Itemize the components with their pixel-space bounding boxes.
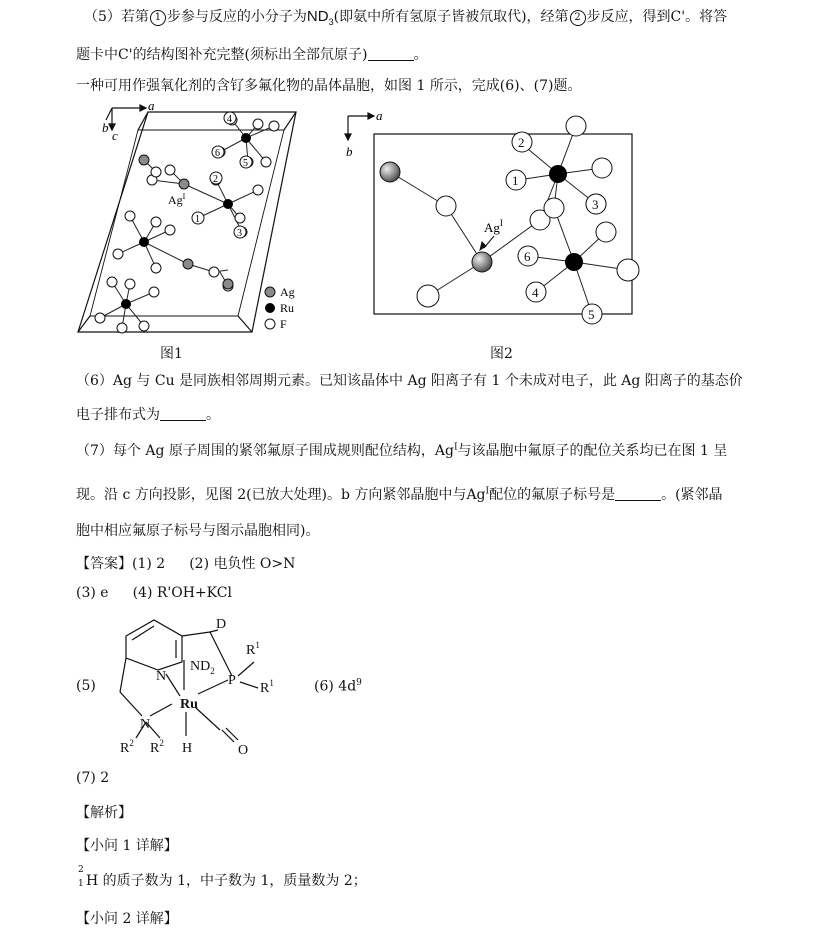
q6-line1: （6）Ag 与 Cu 是同族相邻周期元素。已知该晶体中 Ag 阳离子有 1 个未成对电子，此 Ag 阳离子的基态价 [76, 373, 743, 389]
fig1-f-atoms [95, 115, 279, 333]
circled-step-2: 2 [570, 10, 586, 26]
fig1-axis-a: a [148, 98, 155, 113]
svg-text:R1: $R^1$ [246, 640, 260, 658]
fig1-bonds [100, 120, 274, 328]
figure-2-caption: 图2 [490, 346, 513, 362]
fig2-axis-b: b [346, 144, 353, 159]
q6-line2: 电子排布式为 。 [76, 407, 220, 423]
svg-text:R1: $R^1$ [260, 678, 274, 696]
figure-2-projection [340, 104, 640, 336]
fig2-cell-boundary [374, 134, 632, 314]
figure-1-caption: 图1 [160, 346, 183, 362]
svg-text:1: 1 [195, 214, 200, 225]
fig2-label-2: 2 [518, 135, 525, 150]
fig2-axis-a: a [376, 108, 383, 123]
fig2-number-labels [506, 132, 606, 324]
fig2-label-1: 1 [512, 173, 519, 188]
struct-D: D [216, 617, 227, 632]
struct-Ru: Ru [180, 697, 198, 712]
fig2-label-6: 6 [524, 249, 531, 264]
fig2-ag-label: $Ag^I$ [484, 218, 503, 235]
q5-line2: 题卡中C'的结构图补充完整(须标出全部氘原子) 。 [76, 47, 428, 63]
answer-head: 【答案】 [76, 556, 132, 572]
svg-text:R2: $R^2$ [120, 738, 134, 756]
q7-line2: 现。沿 c 方向投影，见图 2(已放大处理)。b 方向紧邻晶胞中与$Ag^I$配位的氟原子标号是 。(紧邻晶 [76, 486, 723, 503]
struct-N-ring: N [156, 669, 167, 684]
fig1-legend [265, 285, 295, 331]
intro-text: 一种可用作强氧化剂的含钌多氟化物的晶体晶胞，如图 1 所示，完成(6)、(7)题。 [76, 78, 582, 94]
answer-7: (7) 2 [76, 770, 110, 786]
svg-text:3: 3 [237, 228, 242, 239]
fig2-label-3: 3 [592, 197, 599, 212]
struct-H: H [182, 741, 193, 756]
struct-P: P [228, 673, 236, 688]
analysis-sub2: 【小问 2 详解】 [76, 911, 178, 927]
svg-text:R2: $R^2$ [150, 738, 164, 756]
fig1-cell-edges [78, 112, 296, 332]
figure-1-unit-cell [76, 96, 336, 344]
analysis-head: 【解析】 [76, 805, 132, 821]
svg-text:F: F [280, 317, 287, 331]
analysis-h-line: 2 1 H 的质子数为 1，中子数为 1，质量数为 2； [78, 865, 367, 889]
answer-blank-6 [160, 408, 206, 421]
svg-text:6: 6 [215, 148, 220, 159]
fig2-ag-atoms [380, 162, 492, 272]
answer-6: (6) $4d^9$ [314, 678, 362, 695]
q5-line1: （5）若第 1 步参与反应的小分子为$ND_3$(即氨中所有氢原子皆被氘取代)，经第 2 步反应，得到C'。将答 [84, 8, 728, 27]
answer-5-label: (5) [76, 678, 96, 694]
svg-text:5: 5 [243, 158, 248, 169]
answer-line-2: (3) e (4) R'OH+KCl [76, 585, 232, 601]
fig1-axis-b: b [102, 120, 109, 135]
fig2-label-5: 5 [588, 307, 595, 322]
fig1-ag-label: $Ag^I$ [168, 192, 186, 207]
fig1-axis-c: c [112, 128, 118, 143]
q7-line1: （7）每个 Ag 原子周围的紧邻氟原子围成规则配位结构，$Ag^I$与该晶胞中氟原子的配位关系均已在图 1 呈 [76, 442, 728, 459]
svg-text:Ru: Ru [280, 301, 295, 315]
svg-text:ND2: $ND_2$ [190, 659, 215, 676]
answer-blank-7 [615, 488, 661, 501]
svg-text:4: 4 [227, 114, 232, 125]
struct-O: O [238, 743, 249, 758]
svg-text:Ag: Ag [280, 285, 295, 299]
answer-line-1: 【答案】(1) 2 (2) 电负性 O>N [76, 556, 296, 572]
answer-blank-5 [368, 48, 414, 61]
struct-N-amine: N [140, 717, 151, 732]
answer-5-structure [106, 612, 306, 762]
analysis-sub1: 【小问 1 详解】 [76, 838, 178, 854]
svg-text:2: 2 [213, 174, 218, 185]
fig2-axes [345, 113, 374, 140]
fig2-label-4: 4 [532, 285, 539, 300]
q7-line3: 胞中相应氟原子标号与图示晶胞相同)。 [76, 523, 320, 539]
fig2-ag-arrow [480, 236, 494, 250]
circled-step-1: 1 [150, 10, 166, 26]
